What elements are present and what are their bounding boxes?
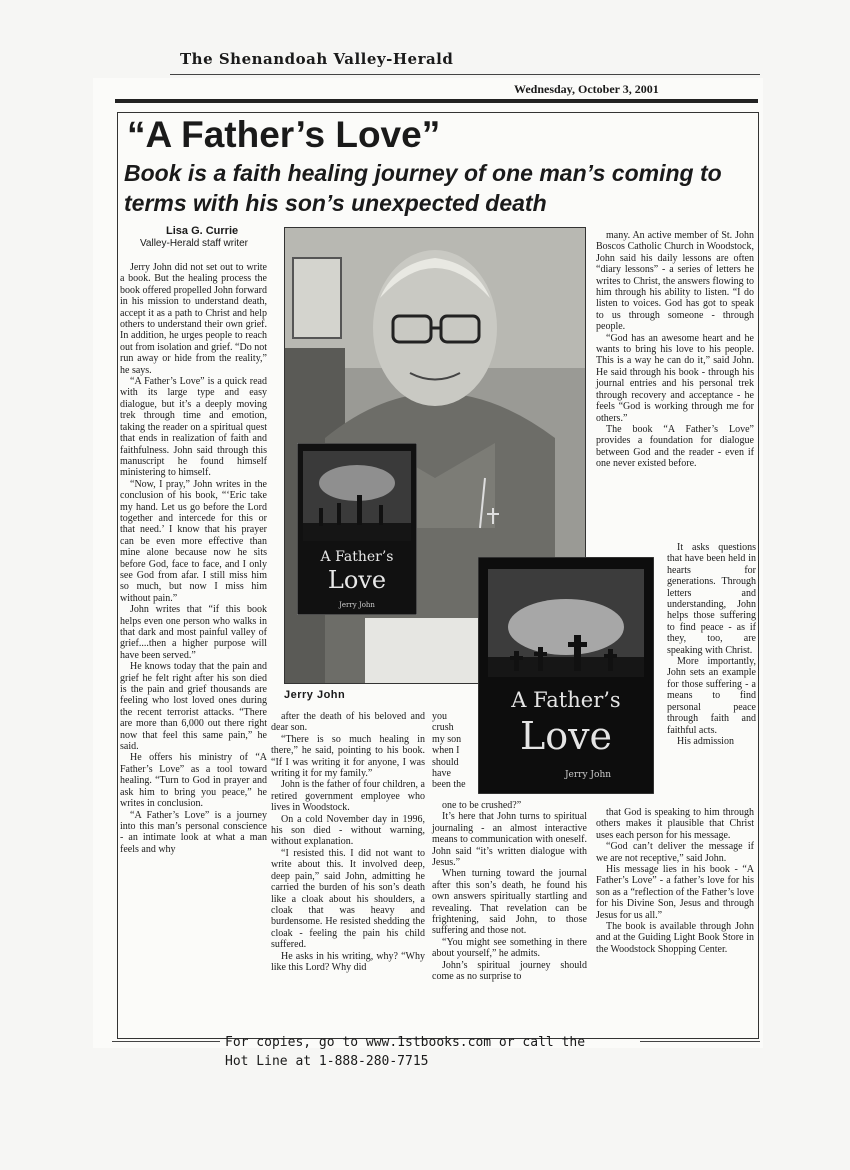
col3b-paragraph: When turning toward the journal after this son’s death, he found his own answers spiritually startling and revealing. That revelation can be frightening, said John, to those suffering and those not.: [432, 868, 587, 937]
column-4-bottom: [596, 807, 754, 955]
column-1: [120, 262, 267, 855]
col4c-paragraph: His message lies in his book - “A Father’s Love” - a father’s love for his son as a “reflection of the Father’s love for his Divine Son, Jesus and through Jesus for us all.”: [596, 864, 754, 921]
book-title-line2: Love: [327, 566, 387, 594]
col1-paragraph: John writes that “if this book helps even one person who walks in that dark and most painful valley of grief....then a higher purpose will have been served.”: [120, 604, 267, 661]
col3b-paragraph: It’s here that John turns to spiritual journaling - an almost interactive means to communication with oneself. John said “it’s written dialogue with Jesus.”: [432, 811, 587, 869]
col4b-paragraph: More importantly, John sets an example for those suffering - a means to find personal peace through faith and faithful acts.: [667, 656, 756, 736]
headline: “A Father’s Love”: [127, 114, 441, 155]
col1-paragraph: He knows today that the pain and grief he felt right after his son died is the pain and grief thousands are feeling who lost loved ones during the recent terrorist attacks. “There are more than 6,000 out there right now that feel this same pain,” he said.: [120, 661, 267, 753]
col3a-paragraph: been the: [432, 779, 466, 791]
byline-name: Lisa G. Currie: [166, 225, 239, 237]
col2-paragraph: John is the father of four children, a retired government employee who lives in Woodstock.: [271, 779, 425, 814]
footer-rule-right: [640, 1041, 760, 1042]
col4a-paragraph: many. An active member of St. John Boscos Catholic Church in Woodstock, John said his daily lessons are often “diary lessons” - a series of letters he writes to Christ, the answers flowing to him through his ability to listen. “I do listen to voices. God has got to speak to us through someone - through people.: [596, 230, 754, 333]
book-title-line1: A Father’s: [320, 549, 394, 565]
column-4-top: [596, 230, 754, 470]
dateline: Wednesday, October 3, 2001: [514, 82, 659, 96]
col4c-paragraph: that God is speaking to him through others makes it plausible that Christ uses each person for his message.: [596, 807, 754, 841]
col1-paragraph: “Now, I pray,” John writes in the conclusion of his book, “‘Eric take my hand. Let us go before the Lord together and intercede for this or that need.’ I know that his prayer can be even more effective than mine alone because now he sits before God, face to face, and I only see God from afar. I still miss him so much, but now I miss him without pain.”: [120, 478, 267, 604]
cover-title-line1: A Father’s: [511, 688, 621, 712]
cover-title-line2: Love: [519, 714, 613, 758]
masthead-rule: [170, 74, 760, 75]
col3b-paragraph: John’s spiritual journey should come as no surprise to: [432, 959, 587, 983]
col3b-paragraph: one to be crushed?”: [442, 800, 522, 811]
column-4-narrow: [667, 542, 756, 747]
photo-caption: Jerry John: [284, 689, 346, 701]
col4c-paragraph: The book is available through John and at the Guiding Light Book Store in the Woodstock Shopping Center.: [596, 921, 754, 955]
subheadline: Book is a faith healing journey of one man’s coming to terms with his son’s unexpected death: [124, 160, 722, 216]
col4b-paragraph: His admission: [677, 735, 734, 747]
col3b-paragraph: “You might see something in there about yourself,” he admits.: [432, 936, 587, 960]
footer-note: [225, 1033, 585, 1071]
footer-line-1: For copies, go to www.1stbooks.com or call the: [225, 1035, 586, 1050]
col1-paragraph: Jerry John did not set out to write a book. But the healing process the book offered propelled John forward in his mission to understand death, accept it as a path to Christ and help others to understand their own grief. In addition, he urges people to reach out from isolation and grief. “Do not run away or hide from the reality,” he says.: [120, 262, 267, 376]
col3a-paragraph: when I: [432, 745, 460, 757]
byline-title: Valley-Herald staff writer: [140, 238, 248, 249]
column-3: [432, 800, 587, 983]
col3a-paragraph: should: [432, 756, 459, 768]
col3a-paragraph: have: [432, 768, 451, 780]
col1-paragraph: He offers his ministry of “A Father’s Love” as a tool toward healing. “Turn to God in prayer and ask him to bring you peace,” he writes in conclusion.: [120, 752, 267, 810]
cover-author: Jerry John: [564, 770, 612, 780]
col2-paragraph: after the death of his beloved and dear son.: [271, 711, 425, 734]
col4c-paragraph: “God can’t deliver the message if we are not receptive,” said John.: [596, 841, 754, 864]
book-author: Jerry John: [339, 601, 375, 609]
col3a-paragraph: crush: [432, 722, 454, 734]
col2-paragraph: “I resisted this. I did not want to write about this. It involved deep, deep pain,” said John, admitting he carried the burden of his son’s death like a cloak about his shoulders, a cloak that was heavy and burdensome. He resisted shedding the cloak - feeling the pain his child suffered.: [271, 847, 425, 951]
book-cover-held: [297, 443, 417, 615]
col1-paragraph: “A Father’s Love” is a quick read with its large type and easy dialogue, but it’s a deeply moving trek through time and emotion, taking the reader on a spiritual quest that ends in realization of faith and faithfulness. John said through this manuscript he found himself ministering to himself.: [120, 376, 267, 479]
footer-line-2: Hot Line at 1-888-280-7715: [225, 1054, 429, 1069]
column-2: [271, 711, 425, 973]
col2-paragraph: On a cold November day in 1996, his son died - without warning, without explanation.: [271, 813, 425, 848]
book-cover: [478, 557, 654, 794]
column-3-narrow: [432, 711, 482, 791]
col2-paragraph: He asks in his writing, why? “Why like this Lord? Why did: [271, 950, 425, 973]
col3a-paragraph: you: [432, 711, 447, 722]
col4a-paragraph: The book “A Father’s Love” provides a foundation for dialogue between God and the reader - even if one never existed before.: [596, 423, 754, 470]
col1-paragraph: “A Father’s Love” is a journey into this man’s personal conscience - an intimate look at what a man feels and why: [120, 809, 267, 855]
col2-paragraph: “There is so much healing in there,” he said, pointing to his book. “If I was writing it for anyone, I was writing it for my family.”: [271, 733, 425, 780]
col4b-paragraph: It asks questions that have been held in hearts for generations. Through letters and understanding, John helps those suffering to find peace - as if they, too, are speaking with Christ.: [667, 542, 756, 656]
masthead: The Shenandoah Valley-Herald: [180, 50, 454, 68]
footer-rule-left: [112, 1041, 220, 1042]
col3a-paragraph: my son: [432, 733, 462, 745]
book-cover-image: [478, 557, 654, 794]
col4a-paragraph: “God has an awesome heart and he wants to bring his love to his people. This is a way he can do it,” said John. He said through his book - through his journal entries and his personal trek through recovery and acceptance - he feels “God is working through me for others.”: [596, 332, 754, 424]
header-rule: [115, 99, 758, 103]
